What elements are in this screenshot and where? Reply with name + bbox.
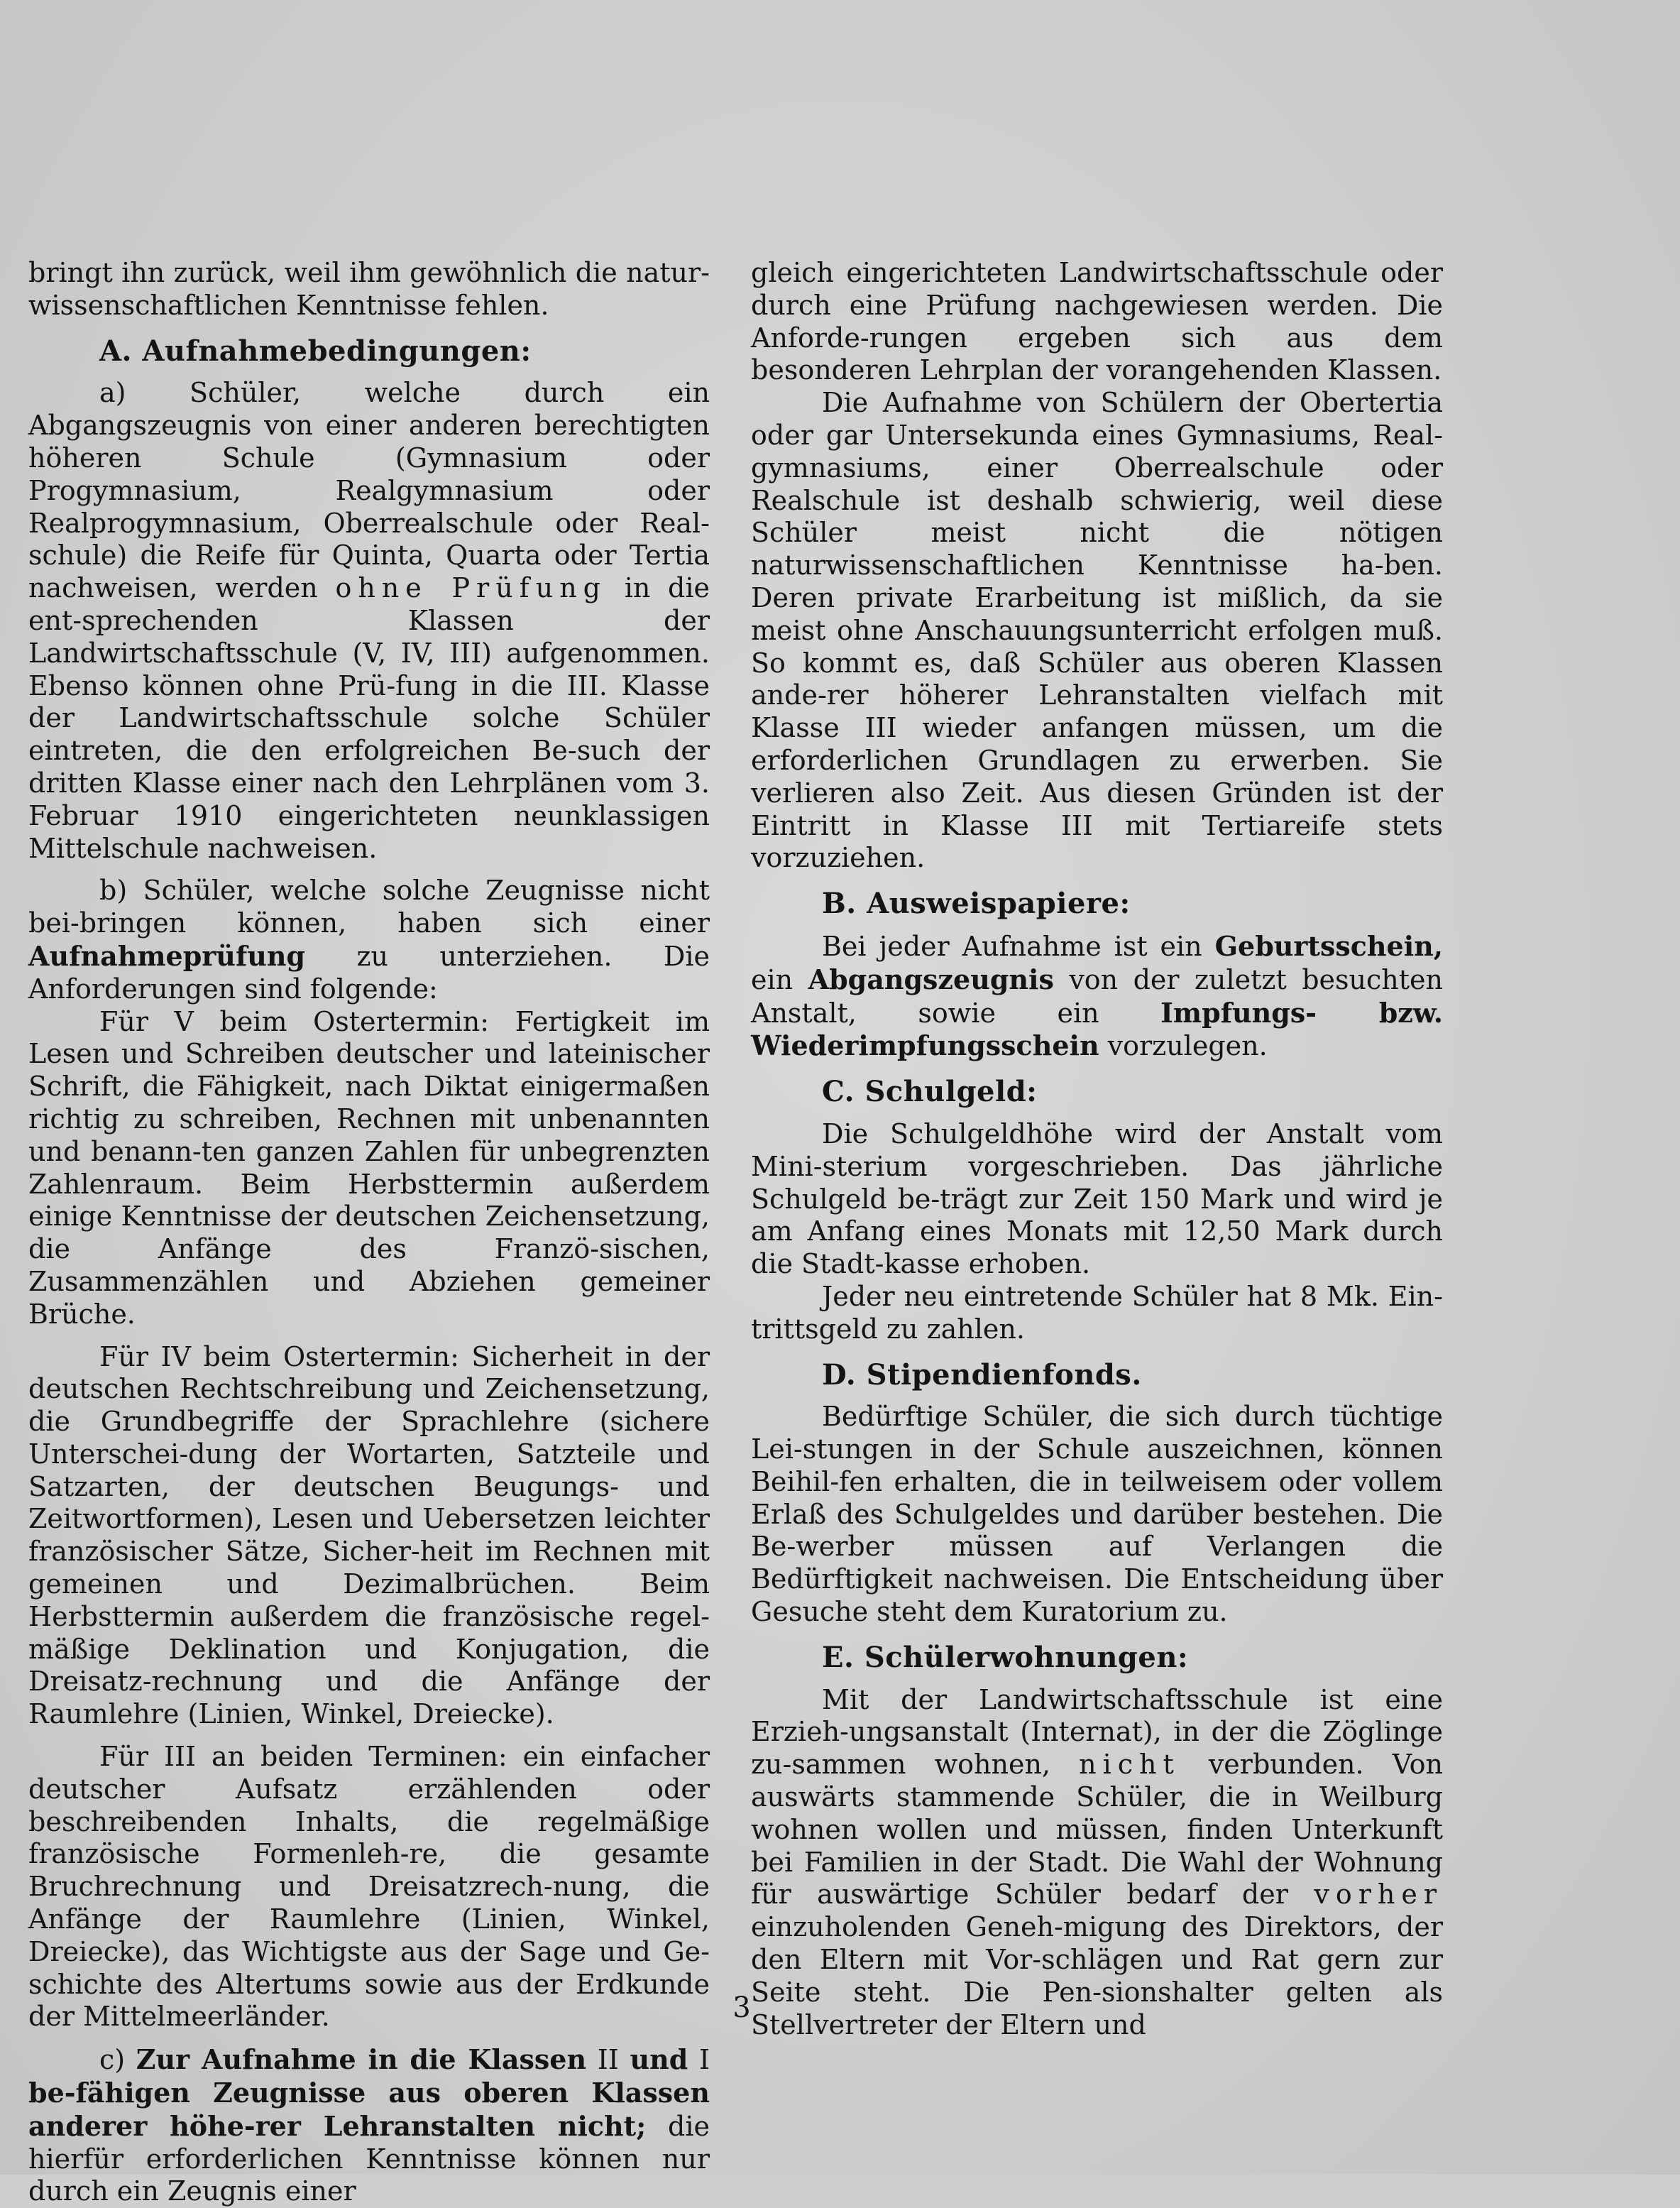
heading-stipendienfonds: D. Stipendienfonds.	[822, 1357, 1142, 1392]
paragraph-klasse-v: Für V beim Ostertermin: Fertigkeit im Lesen und Schreiben deutscher und lateinischer Schrift, die Fähigkeit, nach Diktat einigermaßen richtig zu schreiben, Rechnen mit unbenannten und benann-ten ganzen Zahlen für unbegrenzten Zahlenraum. Beim Herbsttermin außerdem einige Kenntnisse der deutschen Zeichensetzung, die Anfänge des Franzö-sischen, Zusammenzählen und Abziehen gemeiner Brüche.	[28, 1005, 710, 1330]
paragraph-a: a) Schüler, welche durch ein Abgangszeugnis von einer anderen berechtigten höheren Schule (Gymnasium oder Progymnasium, Realgymnasium oder Realprogymnasium, Oberrealschule oder Real-schule) die Reife für Quinta, Quarta oder Tertia nachweisen, werden ohne Prüfung in die ent-sprechenden Klassen der Landwirtschaftsschule (V, IV, III) aufgenommen. Ebenso können ohne Prü-fung in die III. Klasse der Landwirtschaftsschule solche Schüler eintreten, die den erfolgreichen Be-such der dritten Klasse einer nach den Lehrplänen vom 3. Februar 1910 eingerichteten neunklassigen Mittelschule nachweisen.	[28, 377, 710, 864]
bold-aufnahmepruefung: Aufnahmeprüfung	[28, 939, 306, 972]
right-column	[751, 257, 1443, 2041]
paragraph-ausweispapiere: Bei jeder Aufnahme ist ein Geburtsschein, ein Abgangszeugnis von der zuletzt besuchten Anstalt, sowie ein Impfungs- bzw. Wiederimpfungsschein vorzulegen.	[751, 929, 1443, 1062]
heading-schulgeld: C. Schulgeld:	[822, 1075, 1038, 1109]
paragraph-klasse-iii: Für III an beiden Terminen: ein einfacher deutscher Aufsatz erzählenden oder beschreibenden Inhalts, die regelmäßige französische Formenleh-re, die gesamte Bruchrechnung und Dreisatzrech-nung, die Anfänge der Raumlehre (Linien, Winkel, Dreiecke), das Wichtigste aus der Sage und Ge-schichte des Altertums sowie aus der Erdkunde der Mittelmeerländer.	[28, 1741, 710, 2033]
continuation-paragraph: gleich eingerichteten Landwirtschaftsschule oder durch eine Prüfung nachgewiesen werden. Die Anforde-rungen ergeben sich aus dem besonderen Lehrplan der vorangehenden Klassen.	[751, 257, 1443, 386]
paragraph-klasse-iv: Für IV beim Ostertermin: Sicherheit in der deutschen Rechtschreibung und Zeichensetzung, die Grundbegriffe der Sprachlehre (sichere Unterschei-dung der Wortarten, Satzteile und Satzarten, der deutschen Beugungs- und Zeitwortformen), Lesen und Uebersetzen leichter französischer Sätze, Sicher-heit im Rechnen mit gemeinen und Dezimalbrüchen. Beim Herbsttermin außerdem die französische regel-mäßige Deklination und Konjugation, die Dreisatz-rechnung und die Anfänge der Raumlehre (Linien, Winkel, Dreiecke).	[28, 1340, 710, 1730]
heading-aufnahmebedingungen: A. Aufnahmebedingungen:	[99, 334, 532, 368]
left-column	[28, 257, 710, 2208]
paragraph-schulgeld: Die Schulgeldhöhe wird der Anstalt vom Mini-sterium vorgeschrieben. Das jährliche Schulgeld be-trägt zur Zeit 150 Mark und wird je am Anfang eines Monats mit 12,50 Mark durch die Stadt-kasse erhoben.	[751, 1117, 1443, 1280]
intro-paragraph: bringt ihn zurück, weil ihm gewöhnlich die natur-wissenschaftlichen Kenntnisse fehlen.	[28, 257, 710, 321]
page-number: 3	[732, 1991, 751, 2024]
paragraph-c: c) Zur Aufnahme in die Klassen II und I be-fähigen Zeugnisse aus oberen Klassen anderer höhe-rer Lehranstalten nicht; die hierfür erforderlichen Kenntnisse können nur durch ein Zeugnis einer	[28, 2043, 710, 2207]
paragraph-b: b) Schüler, welche solche Zeugnisse nicht bei-bringen können, haben sich einer Aufnahmeprüfung zu unterziehen. Die Anforderungen sind folgende:	[28, 875, 710, 1005]
paragraph-obertertia: Die Aufnahme von Schülern der Obertertia oder gar Untersekunda eines Gymnasiums, Real-gymnasiums, einer Oberrealschule oder Realschule ist deshalb schwierig, weil diese Schüler meist nicht die nötigen naturwissenschaftlichen Kenntnisse ha-ben. Deren private Erarbeitung ist mißlich, da sie meist ohne Anschauungsunterricht erfolgen muß. So kommt es, daß Schüler aus oberen Klassen ande-rer höherer Lehranstalten vielfach mit Klasse III wieder anfangen müssen, um die erforderlichen Grundlagen zu erwerben. Sie verlieren also Zeit. Aus diesen Gründen ist der Eintritt in Klasse III mit Tertiareife stets vorzuziehen.	[751, 387, 1443, 874]
spaced-nicht: nicht	[1079, 1749, 1180, 1781]
paragraph-eintrittsgeld: Jeder neu eintretende Schüler hat 8 Mk. Ein-trittsgeld zu zahlen.	[751, 1280, 1443, 1345]
paragraph-schuelerwohnungen: Mit der Landwirtschaftsschule ist eine Erzieh-ungsanstalt (Internat), in der die Zöglinge zu-sammen wohnen, nicht verbunden. Von auswärts stammende Schüler, die in Weilburg wohnen wollen und müssen, finden Unterkunft bei Familien in der Stadt. Die Wahl der Wohnung für auswärtige Schüler bedarf der vorher einzuholenden Geneh-migung des Direktors, der den Eltern mit Vor-schlägen und Rat gern zur Seite steht. Die Pen-sionshalter gelten als Stellvertreter der Eltern und	[751, 1683, 1443, 2040]
heading-schuelerwohnungen: E. Schülerwohnungen:	[822, 1640, 1189, 1674]
spaced-ohne-pruefung: ohne Prüfung	[335, 572, 607, 604]
heading-ausweispapiere: B. Ausweispapiere:	[822, 887, 1131, 921]
paragraph-stipendienfonds: Bedürftige Schüler, die sich durch tüchtige Lei-stungen in der Schule auszeichnen, können Beihil-fen erhalten, die in teilweisem oder vollem Erlaß des Schulgeldes und darüber bestehen. Die Be-werber müssen auf Verlangen die Bedürftigkeit nachweisen. Die Entscheidung über Gesuche steht dem Kuratorium zu.	[751, 1401, 1443, 1628]
spaced-vorher: vorher	[1314, 1879, 1443, 1911]
